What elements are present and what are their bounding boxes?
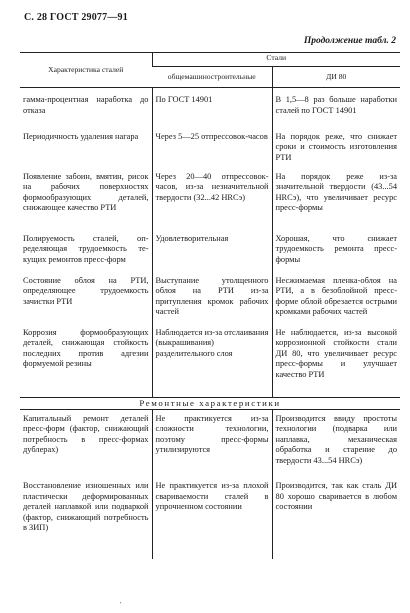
section-row: [20, 398, 400, 410]
table-row: [20, 172, 400, 234]
cell-general: По ГОСТ 14901: [152, 88, 272, 132]
table-row: [20, 276, 400, 328]
table-row: [20, 234, 400, 276]
cell-di80: В 1,5—8 раз больше наработки сталей по ГОСТ 14901: [272, 88, 400, 132]
cell-general: Через 20—40 отпрессовок-часов, из-за незначительной твердости (32...42 HRCэ): [152, 172, 272, 234]
footer-mark: ': [120, 602, 122, 608]
cell-general: Не практикуется из-за сложности технологии, поэтому пресс-формы утилизируются: [152, 409, 272, 481]
cell-di80: На порядок реже, что снижает сроки и стоимость изготовления РТИ: [272, 132, 400, 172]
header-di80: ДИ 80: [272, 67, 400, 88]
cell-general: Удовлетворительная: [152, 234, 272, 276]
header-steels-group: Стали: [152, 53, 400, 67]
page-header-left: С. 28 ГОСТ 29077—91: [24, 12, 128, 23]
cell-characteristic: Состояние облоя на РТИ, определяющее трудоемкость зачистки РТИ: [23, 275, 149, 306]
header-general-steels: общемашиностроительные: [152, 67, 272, 88]
cell-general: Через 5—25 отпрессовок-часов: [152, 132, 272, 172]
cell-di80: Не наблюдается, из-за высокой коррозионной стойкости стали ДИ 80, что увеличивает ресурс пресс-формы и улучшает качество РТИ: [272, 328, 400, 398]
cell-general: Выступание утолщенного облоя на РТИ из-за притупления кромок рабочих частей: [152, 276, 272, 328]
table-row: [20, 88, 400, 132]
cell-characteristic: Периодичность удаления нагара: [23, 131, 139, 141]
cell-di80: Несжимаемая пленка-облоя на РТИ, а в безоблойной пресс-форме облой обрезается острыми кромками рабочих частей: [272, 276, 400, 328]
table-row: [20, 132, 400, 172]
table-row: [20, 409, 400, 481]
header-characteristic: Характеристика сталей: [20, 53, 152, 88]
cell-characteristic: гамма-процентная наработка до отказа: [23, 95, 149, 115]
cell-characteristic: Появление забоин, вмятин, рисок на рабочих поверхностях формообразующих деталей, снижающее качество РТИ: [23, 171, 149, 213]
cell-characteristic: Полируемость сталей, определяющая трудоемкость текущих ремонтов пресс-форм: [23, 233, 149, 264]
table-continuation-label: Продолжение табл. 2: [303, 36, 396, 46]
cell-general: Не практикуется из-за плохой свариваемости сталей в упрочненном состоянии: [152, 481, 272, 559]
cell-characteristic: Коррозия формообразующих деталей, снижающая стойкость последних против адгезии формуемой резины: [23, 327, 149, 369]
cell-di80: Производится, так как сталь ДИ 80 хорошо сваривается в любом состоянии: [272, 481, 400, 559]
table-row: [20, 328, 400, 398]
cell-di80: Хорошая, что снижает трудоемкость ремонта пресс-формы: [272, 234, 400, 276]
section-title: Ремонтные характеристики: [20, 398, 400, 410]
table-row: [20, 481, 400, 559]
steel-characteristics-table: [20, 52, 400, 559]
cell-di80: На порядок реже из-за значительной твердости (43...54 HRCэ), что увеличивает ресурс пресс-формы: [272, 172, 400, 234]
cell-characteristic: Капитальный ремонт деталей пресс-форм (фактор, снижающий потребность в пресс-формах дублерах): [23, 413, 149, 455]
cell-characteristic: Восстановление изношенных или пластически деформированных деталей наплавкой или подваркой (фактор, снижающий потребность в ЗИП): [23, 481, 149, 533]
cell-di80: Производится ввиду простоты технологии (подварка или наплавка, механическая обработка и старение до твердости 43...54 HRCэ): [272, 409, 400, 481]
cell-general: Наблюдается из-за отслаивания (выкрашивания) разделительного слоя: [152, 328, 272, 398]
